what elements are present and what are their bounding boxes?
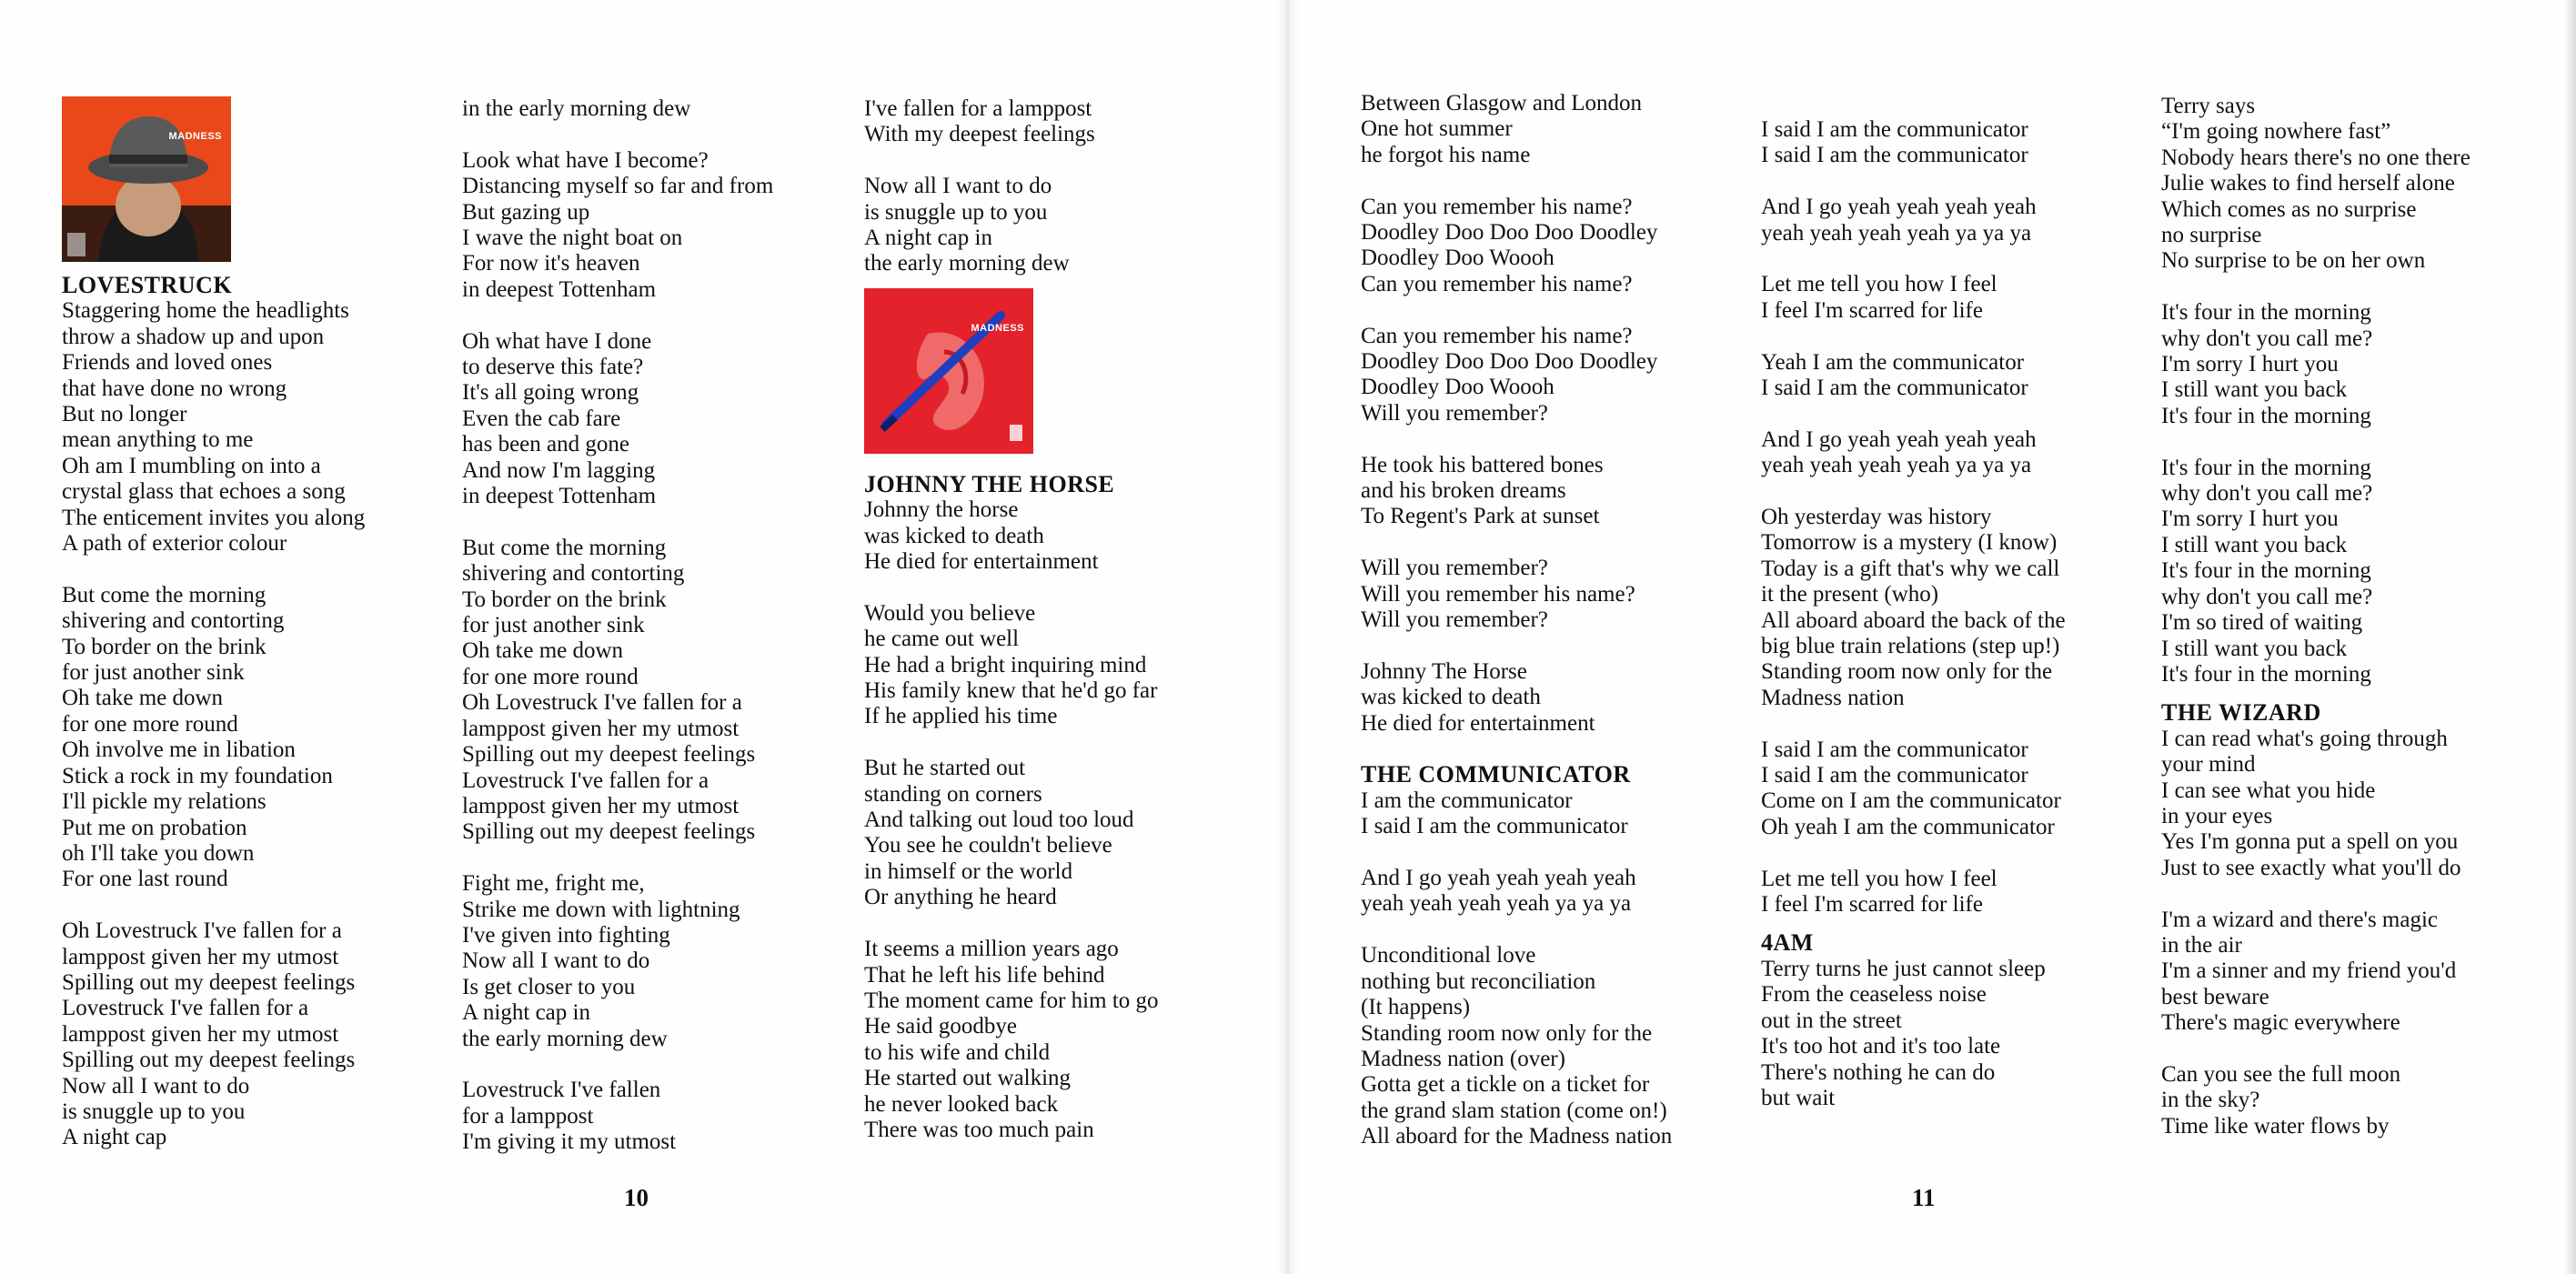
lyric-line: Nobody hears there's no one there xyxy=(2161,145,2470,170)
lyric-line: throw a shadow up and upon xyxy=(62,324,325,349)
right-col-3 xyxy=(2161,94,2470,1139)
lyric-line: Tomorrow is a mystery (I know) xyxy=(1761,530,2058,556)
page-number-right: 11 xyxy=(1912,1184,1936,1211)
stanza-break xyxy=(1361,840,1672,866)
stanza-break xyxy=(2161,275,2470,300)
lyric-line: Stick a rock in my foundation xyxy=(62,763,333,788)
lyric-line: I feel I'm scarred for life xyxy=(1761,297,1983,323)
lyric-line: shivering and contorting xyxy=(462,561,685,587)
lyric-line: Will you remember? xyxy=(1361,556,1548,581)
lyric-line: And I go yeah yeah yeah yeah xyxy=(1761,426,2037,452)
lyric-line: to his wife and child xyxy=(864,1039,1051,1065)
lyric-line: Oh am I mumbling on into a xyxy=(62,453,321,478)
lyric-line: mean anything to me xyxy=(62,427,254,453)
lyric-line: no surprise xyxy=(2161,223,2262,248)
page-number-left: 10 xyxy=(624,1184,649,1211)
lyric-line: Oh yesterday was history xyxy=(1761,505,1992,530)
lyric-line: in the early morning dew xyxy=(462,96,691,121)
lyric-line: big blue train relations (step up!) xyxy=(1761,634,2060,659)
stanza-break xyxy=(1761,711,2066,737)
lyric-line: Put me on probation xyxy=(62,815,247,840)
left-col-2 xyxy=(462,96,773,1156)
lyric-line: Look what have I become? xyxy=(462,147,709,173)
stanza-break xyxy=(2161,1037,2470,1062)
lyric-line: Yes I'm gonna put a spell on you xyxy=(2161,829,2459,855)
lyric-line: He had a bright inquiring mind xyxy=(864,652,1147,677)
stanza-break xyxy=(1361,530,1672,556)
lyric-line: It's too hot and it's too late xyxy=(1761,1034,2001,1059)
lyric-line: for just another sink xyxy=(462,613,645,638)
lyric-line: Strike me down with lightning xyxy=(462,897,740,922)
lyric-line: the grand slam station (come on!) xyxy=(1361,1098,1667,1123)
4am-lyrics xyxy=(1761,957,2066,1111)
lyric-line: in your eyes xyxy=(2161,803,2273,828)
lyric-line: that have done no wrong xyxy=(62,376,287,401)
lyric-line: Lovestruck I've fallen for a xyxy=(62,996,309,1021)
the-communicator-title: THE COMMUNICATOR xyxy=(1361,761,1631,788)
lyric-line: Johnny the horse xyxy=(864,497,1019,523)
lyric-line: has been and gone xyxy=(462,432,629,457)
lyric-line: It's all going wrong xyxy=(462,380,639,406)
lyric-line: standing on corners xyxy=(864,781,1042,807)
lyric-line: lamppost given her my utmost xyxy=(62,944,339,969)
lyric-line: I said I am the communicator xyxy=(1761,376,2028,401)
lyric-line: crystal glass that echoes a song xyxy=(62,479,346,505)
the-wizard-lyrics xyxy=(2161,727,2470,1139)
stanza-break xyxy=(864,575,1159,600)
lyric-line: No surprise to be on her own xyxy=(2161,248,2426,274)
lyric-line: Can you remember his name? xyxy=(1361,271,1633,296)
lyric-line: All aboard for the Madness nation xyxy=(1361,1124,1673,1149)
the-communicator-lyrics-cont xyxy=(1761,117,2066,918)
lyric-line: Staggering home the headlights xyxy=(62,298,349,324)
lovestruck-lyrics-end xyxy=(864,96,1159,277)
lyric-line: I said I am the communicator xyxy=(1761,117,2028,142)
lyric-line: yeah yeah yeah yeah ya ya ya xyxy=(1361,891,1632,917)
lyric-line: It's four in the morning xyxy=(2161,455,2371,480)
lyric-line: But gazing up xyxy=(462,199,590,225)
lyric-line: A night cap xyxy=(62,1125,167,1150)
lyric-line: Now all I want to do xyxy=(62,1073,250,1098)
lyric-line: why don't you call me? xyxy=(2161,326,2373,351)
lyric-line: lamppost given her my utmost xyxy=(62,1021,339,1047)
lyric-line: And I go yeah yeah yeah yeah xyxy=(1361,866,1636,891)
lyric-line: I've given into fighting xyxy=(462,922,670,948)
lyric-line: I'll pickle my relations xyxy=(62,789,267,815)
lyric-line: for one more round xyxy=(62,711,238,737)
lyric-line: There's magic everywhere xyxy=(2161,1010,2400,1036)
lyric-line: Terry turns he just cannot sleep xyxy=(1761,956,2046,981)
lyric-line: Spilling out my deepest feelings xyxy=(62,1048,356,1073)
stanza-break xyxy=(2161,429,2470,455)
lyric-line: His family knew that he'd go far xyxy=(864,678,1158,704)
lyric-line: Spilling out my deepest feelings xyxy=(462,819,756,845)
lyric-line: I'm sorry I hurt you xyxy=(2161,507,2339,532)
lyric-line: he never looked back xyxy=(864,1091,1059,1117)
lyric-line: Unconditional love xyxy=(1361,943,1536,968)
lyric-line: Spilling out my deepest feelings xyxy=(462,742,756,767)
lyric-line: You see he couldn't believe xyxy=(864,833,1112,858)
lyric-line: Yeah I am the communicator xyxy=(1761,349,2025,375)
lyric-line: Between Glasgow and London xyxy=(1361,91,1642,115)
lyric-line: I still want you back xyxy=(2161,636,2348,661)
lyric-line: in himself or the world xyxy=(864,858,1073,884)
lyric-line: the early morning dew xyxy=(462,1026,668,1051)
stanza-break xyxy=(1361,918,1672,943)
lyric-line: Is get closer to you xyxy=(462,974,636,999)
booklet-edge-shadow xyxy=(2563,0,2576,1274)
lyric-line: Spilling out my deepest feelings xyxy=(62,969,356,995)
lyric-line: nothing but reconciliation xyxy=(1361,968,1596,994)
johnny-cover-art xyxy=(864,288,1033,454)
lyric-line: your mind xyxy=(2161,752,2256,777)
lyric-line: Doodley Doo Woooh xyxy=(1361,246,1555,271)
lyric-line: yeah yeah yeah yeah ya ya ya xyxy=(1761,220,2032,246)
lyric-line: It's four in the morning xyxy=(2161,661,2371,687)
lyric-line: was kicked to death xyxy=(864,523,1044,548)
lyric-line: Oh take me down xyxy=(462,638,624,664)
lyric-line: I wave the night boat on xyxy=(462,226,683,251)
the-wizard-title: THE WIZARD xyxy=(2161,699,2321,727)
lyric-line: I'm sorry I hurt you xyxy=(2161,352,2339,377)
lyric-line: in deepest Tottenham xyxy=(462,484,657,509)
lyric-line: oh I'll take you down xyxy=(62,840,255,866)
lyric-line: to deserve this fate? xyxy=(462,355,644,380)
stanza-break xyxy=(462,846,773,871)
lyric-line: Let me tell you how I feel xyxy=(1761,272,1997,297)
lyric-line: For now it's heaven xyxy=(462,251,640,276)
stanza-break xyxy=(1361,633,1672,658)
stanza-break xyxy=(62,557,365,582)
stanza-break xyxy=(1761,840,2066,866)
stanza-break xyxy=(1361,426,1672,452)
lyric-line: I'm a sinner and my friend you'd xyxy=(2161,958,2457,984)
lyric-line: and his broken dreams xyxy=(1361,478,1566,504)
lyric-line: Friends and loved ones xyxy=(62,350,273,376)
lyric-line: he came out well xyxy=(864,627,1020,652)
lyric-line: I can see what you hide xyxy=(2161,777,2376,803)
lyric-line: But come the morning xyxy=(462,535,667,560)
lyric-line: It seems a million years ago xyxy=(864,937,1119,962)
lovestruck-cover-image xyxy=(62,96,231,262)
lyric-line: Come on I am the communicator xyxy=(1761,788,2061,814)
lyric-line: He said goodbye xyxy=(864,1014,1018,1039)
lyric-line: I still want you back xyxy=(2161,532,2348,557)
lyric-line: I'm a wizard and there's magic xyxy=(2161,907,2439,932)
lyric-line: for a lamppost xyxy=(462,1103,594,1129)
lyric-line: I still want you back xyxy=(2161,377,2348,403)
lyric-line: Can you remember his name? xyxy=(1361,323,1633,348)
lyric-line: is snuggle up to you xyxy=(62,1098,246,1124)
lyric-line: for just another sink xyxy=(62,660,245,686)
stanza-break xyxy=(1761,401,2066,426)
stanza-break xyxy=(864,730,1159,756)
lyric-line: Even the cab fare xyxy=(462,406,621,431)
stanza-break xyxy=(462,122,773,147)
lyric-line: One hot summer xyxy=(1361,116,1513,142)
lyric-line: To Regent's Park at sunset xyxy=(1361,504,1600,529)
lyric-line: in deepest Tottenham xyxy=(462,276,657,302)
lyric-line: With my deepest feelings xyxy=(864,122,1095,147)
lovestruck-title: LOVESTRUCK xyxy=(62,272,233,298)
lyric-line: I feel I'm scarred for life xyxy=(1761,892,1983,918)
lyric-line: Terry says xyxy=(2161,94,2256,118)
lyric-line: Can you remember his name? xyxy=(1361,194,1633,219)
lyric-line: but wait xyxy=(1761,1085,1836,1110)
lyric-line: Time like water flows by xyxy=(2161,1113,2390,1139)
lyric-line: the early morning dew xyxy=(864,251,1070,276)
left-col-1 xyxy=(62,96,365,1151)
lyric-line: All aboard aboard the back of the xyxy=(1761,607,2066,633)
lyric-line: Distancing myself so far and from xyxy=(462,174,774,199)
johnny-the-horse-lyrics-cont xyxy=(1361,91,1672,737)
lyric-line: Now all I want to do xyxy=(864,174,1052,199)
lyric-line: But he started out xyxy=(864,756,1026,781)
lyric-line: That he left his life behind xyxy=(864,962,1105,988)
stanza-break xyxy=(864,911,1159,937)
lyric-line: why don't you call me? xyxy=(2161,481,2373,507)
lyric-line: He died for entertainment xyxy=(1361,710,1595,736)
lyric-line: Let me tell you how I feel xyxy=(1761,866,1997,891)
stanza-break xyxy=(1761,246,2066,272)
lyric-line: Julie wakes to find herself alone xyxy=(2161,171,2455,196)
lyric-line: why don't you call me? xyxy=(2161,584,2373,609)
lyric-line: Doodley Doo Doo Doo Doodley xyxy=(1361,349,1658,375)
lyric-line: I am the communicator xyxy=(1361,787,1573,813)
lyric-line: I'm giving it my utmost xyxy=(462,1129,677,1155)
lyric-line: best beware xyxy=(2161,984,2269,1009)
booklet-fold xyxy=(1278,0,1298,1274)
lyric-line: “I'm going nowhere fast” xyxy=(2161,119,2391,145)
lyric-line: It's four in the morning xyxy=(2161,300,2371,326)
lyric-line: He took his battered bones xyxy=(1361,452,1604,477)
lyric-line: Today is a gift that's why we call xyxy=(1761,556,2060,581)
lyric-line: Doodley Doo Doo Doo Doodley xyxy=(1361,220,1658,246)
lyric-line: I can read what's going through xyxy=(2161,726,2448,751)
johnny-the-horse-cover-image xyxy=(864,288,1033,454)
lyric-line: If he applied his time xyxy=(864,704,1058,729)
lyric-line: he forgot his name xyxy=(1361,142,1531,167)
lyric-line: Standing room now only for the xyxy=(1361,1020,1653,1046)
lyric-line: Oh take me down xyxy=(62,686,224,711)
lyric-line: The moment came for him to go xyxy=(864,988,1159,1013)
lyric-line: Johnny The Horse xyxy=(1361,658,1527,684)
lyric-line: He died for entertainment xyxy=(864,549,1099,575)
left-col-3 xyxy=(864,96,1159,1143)
lyric-line: is snuggle up to you xyxy=(864,199,1048,225)
4am-lyrics-cont xyxy=(2161,94,2470,687)
stanza-break xyxy=(1761,169,2066,195)
lyric-line: To border on the brink xyxy=(462,587,667,612)
stanza-break xyxy=(462,1052,773,1078)
lyric-line: lamppost given her my utmost xyxy=(462,793,740,818)
lyric-line: Lovestruck I've fallen for a xyxy=(462,767,709,793)
the-communicator-lyrics xyxy=(1361,788,1672,1150)
lyric-line: Lovestruck I've fallen xyxy=(462,1078,661,1103)
lovestruck-lyrics-cont xyxy=(462,96,773,1156)
lyric-line: From the ceaseless noise xyxy=(1761,982,1987,1008)
lyric-line: It's four in the morning xyxy=(2161,403,2371,428)
lyric-line: it the present (who) xyxy=(1761,582,1939,607)
lyric-line: for one more round xyxy=(462,664,639,689)
lyric-line: I said I am the communicator xyxy=(1361,814,1628,839)
lyric-line: I've fallen for a lamppost xyxy=(864,96,1092,121)
johnny-cover-tag: MADNESS xyxy=(971,322,1024,334)
lyric-line: Which comes as no surprise xyxy=(2161,196,2417,222)
lyric-line: yeah yeah yeah yeah ya ya ya xyxy=(1761,453,2032,478)
lyric-line: I said I am the communicator xyxy=(1761,737,2028,762)
lyric-line: Oh yeah I am the communicator xyxy=(1761,814,2055,839)
lyric-line: For one last round xyxy=(62,867,228,892)
stanza-break xyxy=(1761,479,2066,505)
lyric-line: Can you see the full moon xyxy=(2161,1061,2401,1087)
stanza-break xyxy=(62,893,365,918)
lyric-line: He started out walking xyxy=(864,1066,1072,1091)
lyric-line: Will you remember? xyxy=(1361,607,1548,633)
lyric-line: Doodley Doo Woooh xyxy=(1361,375,1555,400)
lyric-line: And talking out loud too loud xyxy=(864,808,1134,833)
right-col-1 xyxy=(1361,91,1672,1150)
lyric-line: Just to see exactly what you'll do xyxy=(2161,855,2461,880)
lyric-line: Gotta get a tickle on a ticket for xyxy=(1361,1072,1650,1098)
lyric-line: lamppost given her my utmost xyxy=(462,716,740,741)
lyric-line: And I go yeah yeah yeah yeah xyxy=(1761,195,2037,220)
lyric-line: Will you remember? xyxy=(1361,400,1548,426)
lovestruck-lyrics xyxy=(62,298,365,1150)
lyric-line: The enticement invites you along xyxy=(62,505,366,530)
lyric-line: To border on the brink xyxy=(62,634,267,659)
lyric-line: There was too much pain xyxy=(864,1117,1094,1142)
stanza-break xyxy=(462,303,773,328)
lyric-line: It's four in the morning xyxy=(2161,558,2371,584)
lyric-line: was kicked to death xyxy=(1361,685,1541,710)
stanza-break xyxy=(2161,881,2470,907)
lyric-line: But come the morning xyxy=(62,582,267,607)
stanza-break xyxy=(462,509,773,535)
stanza-break xyxy=(1361,168,1672,194)
johnny-the-horse-lyrics xyxy=(864,497,1159,1143)
lyric-line: There's nothing he can do xyxy=(1761,1059,1996,1085)
lyric-line: Fight me, fright me, xyxy=(462,871,645,897)
lovestruck-cover-art xyxy=(62,96,231,262)
lyric-line: But no longer xyxy=(62,402,187,427)
lyric-line: in the air xyxy=(2161,932,2242,958)
stanza-break xyxy=(1761,324,2066,349)
lyric-line: in the sky? xyxy=(2161,1088,2260,1113)
right-col-2 xyxy=(1761,117,2066,1111)
lyric-line: Oh Lovestruck I've fallen for a xyxy=(462,690,742,716)
lyric-line: Will you remember his name? xyxy=(1361,581,1635,607)
lyric-line: (It happens) xyxy=(1361,995,1471,1020)
lyric-line: out in the street xyxy=(1761,1008,1902,1033)
stanza-break xyxy=(1361,297,1672,323)
lyric-line: Oh what have I done xyxy=(462,328,652,354)
lyric-line: Standing room now only for the xyxy=(1761,659,2053,685)
lyric-line: Or anything he heard xyxy=(864,885,1057,910)
lyric-line: Oh involve me in libation xyxy=(62,737,296,763)
lyric-line: A night cap in xyxy=(462,1000,590,1026)
lyric-line: I said I am the communicator xyxy=(1761,143,2028,168)
lyric-line: A night cap in xyxy=(864,226,992,251)
lovestruck-cover-tag: MADNESS xyxy=(168,131,222,142)
lyric-line: I'm so tired of waiting xyxy=(2161,610,2363,636)
johnny-the-horse-title: JOHNNY THE HORSE xyxy=(864,470,1115,497)
stanza-break xyxy=(864,148,1159,174)
lyric-line: shivering and contorting xyxy=(62,608,285,634)
4am-title: 4AM xyxy=(1761,929,1814,957)
lyric-line: A path of exterior colour xyxy=(62,531,287,557)
lyric-line: And now I'm lagging xyxy=(462,457,656,483)
lyric-line: I said I am the communicator xyxy=(1761,763,2028,788)
lyric-line: Oh Lovestruck I've fallen for a xyxy=(62,918,342,944)
lyric-line: Madness nation (over) xyxy=(1361,1046,1565,1071)
lyric-line: Madness nation xyxy=(1761,685,1905,710)
lyric-line: Would you believe xyxy=(864,600,1036,626)
lyric-line: Now all I want to do xyxy=(462,948,650,974)
